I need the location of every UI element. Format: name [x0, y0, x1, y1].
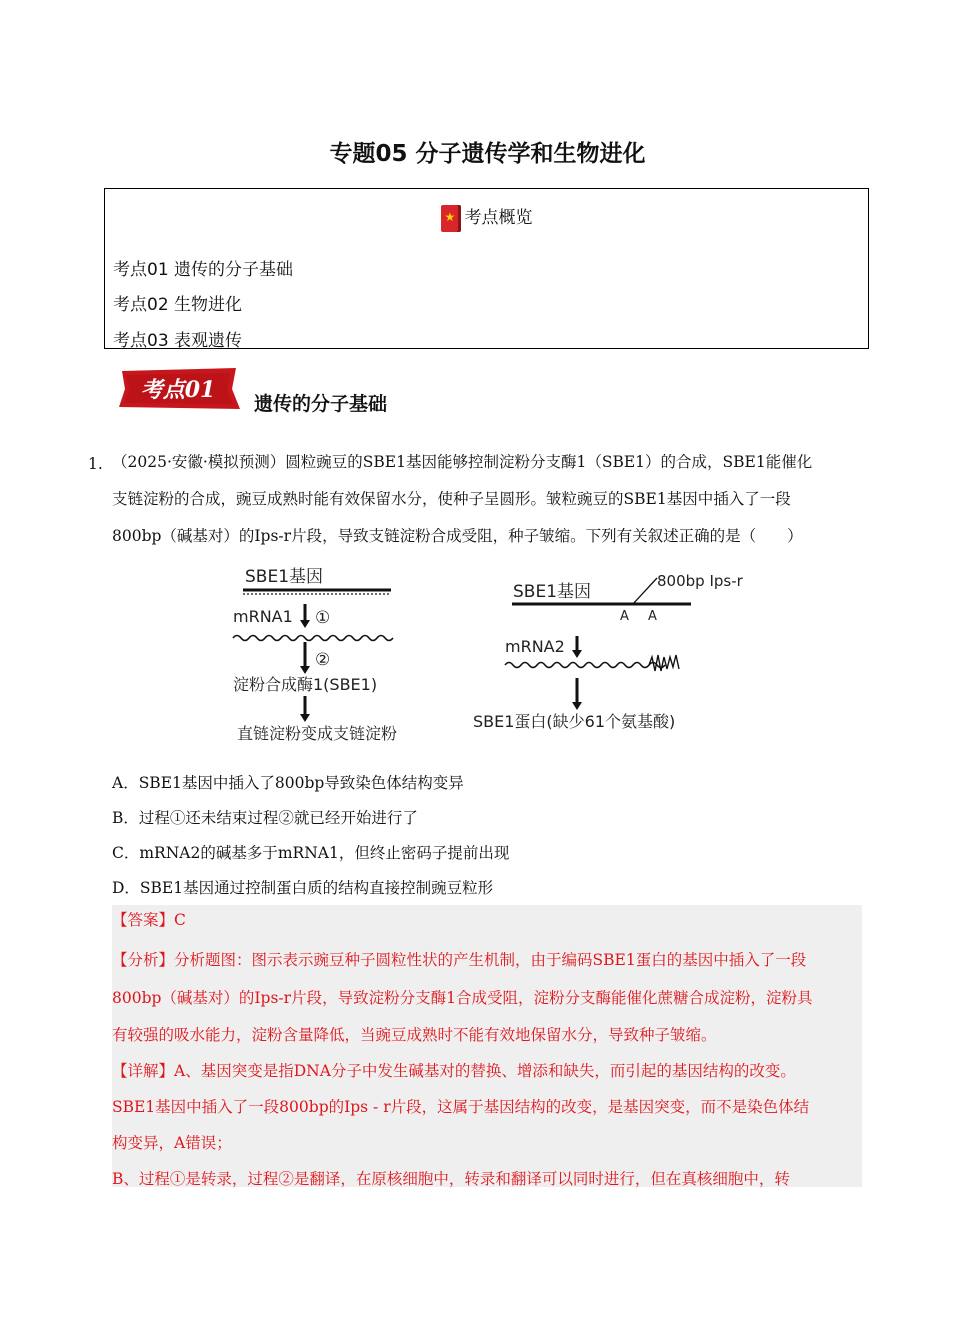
option-a[interactable]: A．SBE1基因中插入了800bp导致染色体结构变异 [112, 774, 464, 792]
left-mrna-label: mRNA1 [233, 607, 293, 626]
analysis-line-2: 800bp（碱基对）的Ips-r片段，导致淀粉分支酶1合成受阻，淀粉分支酶能催化蔗糖合成淀粉，淀粉具 [112, 989, 813, 1007]
option-d[interactable]: D．SBE1基因通过控制蛋白质的结构直接控制豌豆粒形 [112, 879, 494, 897]
document-title: 专题05 分子遗传学和生物进化 [329, 141, 646, 167]
detail-line-1: 【详解】A、基因突变是指DNA分子中发生碱基对的替换、增添和缺失，而引起的基因结构的改变。 [112, 1062, 796, 1080]
question-line-3: 800bp（碱基对）的Ips-r片段，导致支链淀粉合成受阻，种子皱缩。下列有关叙述正确的是（ ） [112, 527, 803, 545]
overview-heading [105, 203, 868, 232]
insert-a2: A [648, 609, 657, 624]
overview-heading-text: 考点概览 [464, 208, 533, 228]
option-b[interactable]: B．过程①还未结束过程②就已经开始进行了 [112, 809, 418, 827]
answer-value: C [174, 911, 186, 929]
overview-item-1: 考点01 遗传的分子基础 [113, 260, 294, 280]
insert-a1: A [620, 609, 629, 624]
detail-line-4: B、过程①是转录，过程②是翻译，在原核细胞中，转录和翻译可以同时进行，但在真核细胞中，转 [112, 1170, 790, 1188]
insert-label: 800bp Ips-r [657, 572, 743, 590]
analysis-tag: 【分析】 [112, 951, 175, 969]
overview-item-2: 考点02 生物进化 [113, 295, 243, 315]
detail-line-2: SBE1基因中插入了一段800bp的Ips - r片段，这属于基因结构的改变，是基因突变，而不是染色体结 [112, 1098, 810, 1116]
analysis-line-3: 有较强的吸水能力，淀粉含量降低，当豌豆成熟时不能有效地保留水分，导致种子皱缩。 [112, 1026, 717, 1044]
book-icon: ★ [441, 205, 461, 232]
result-label: 直链淀粉变成支链淀粉 [237, 724, 398, 743]
answer-block [112, 905, 862, 1187]
section-badge-text: 考点01 [140, 377, 216, 403]
right-mrna-wave [505, 663, 665, 668]
section-badge [116, 367, 241, 411]
right-mrna-insert-wave [649, 655, 679, 671]
question-line-2: 支链淀粉的合成，豌豆成熟时能有效保留水分，使种子呈圆形。皱粒豌豆的SBE1基因中插入了一段 [112, 490, 791, 508]
right-gene-label: SBE1基因 [513, 582, 592, 602]
detail-line-3: 构变异，A错误； [112, 1134, 232, 1152]
step2-label: ② [315, 650, 331, 670]
detail-tag: 【详解】 [112, 1062, 175, 1080]
gene-expression-figure [225, 560, 743, 750]
answer-line [112, 908, 862, 930]
left-mrna-wave [233, 636, 393, 641]
overview-item-3: 考点03 表观遗传 [113, 331, 243, 351]
option-c[interactable]: C．mRNA2的碱基多于mRNA1，但终止密码子提前出现 [112, 844, 510, 862]
step1-label: ① [315, 608, 331, 628]
question-line-1: （2025·安徽·模拟预测）圆粒豌豆的SBE1基因能够控制淀粉分支酶1（SBE1）的合成，SBE1能催化 [112, 453, 813, 471]
answer-tag: 【答案】 [112, 911, 175, 929]
overview-box [104, 188, 869, 349]
right-mrna-label: mRNA2 [505, 637, 565, 656]
left-gene-label: SBE1基因 [245, 567, 324, 587]
analysis-line-1: 【分析】分析题图：图示表示豌豆种子圆粒性状的产生机制，由于编码SBE1蛋白的基因中插入了一段 [112, 951, 807, 969]
section-title: 遗传的分子基础 [254, 393, 388, 415]
insert-pointer [633, 578, 657, 604]
protein-label: SBE1蛋白(缺少61个氨基酸) [473, 712, 676, 731]
enzyme-label: 淀粉合成酶1(SBE1) [233, 675, 378, 694]
question-number: 1. [88, 455, 103, 473]
